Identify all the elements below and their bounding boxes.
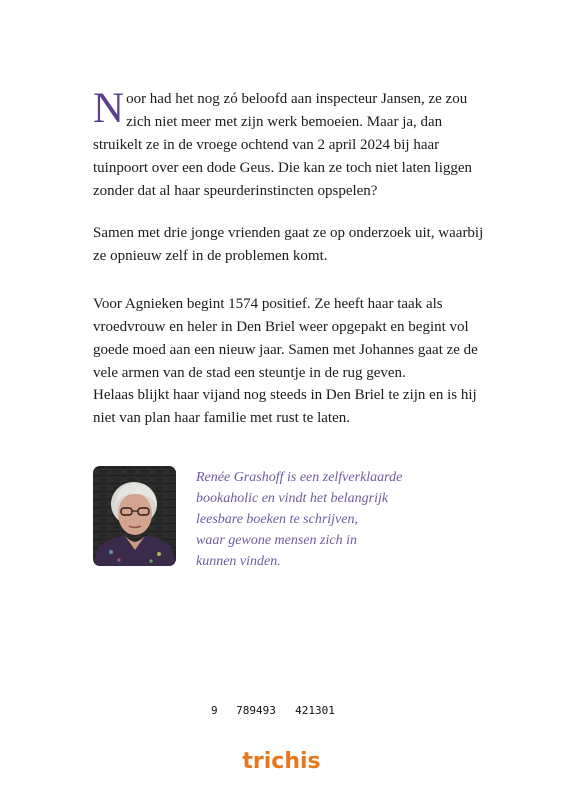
author-bio-line: kunnen vinden. <box>196 554 281 569</box>
barcode-first-digit: 9 <box>211 704 218 717</box>
publisher-logo: trichis <box>242 749 321 774</box>
author-portrait-image <box>93 466 176 566</box>
author-bio-line: waar gewone mensen zich in <box>196 533 357 548</box>
isbn-barcode <box>205 632 358 722</box>
barcode-bars <box>205 632 358 722</box>
drop-cap: N <box>93 85 125 132</box>
author-bio-line: Renée Grashoff is een zelfverklaarde <box>196 470 403 485</box>
author-bio-line: leesbare boeken te schrijven, <box>196 512 358 527</box>
blurb-paragraph-2: Samen met drie jonge vrienden gaat ze op onderzoek uit, waarbij ze opnieuw zelf in de problemen komt. <box>93 225 484 264</box>
author-photo <box>93 466 176 566</box>
blurb-paragraph-3: Voor Agnieken begint 1574 positief. Ze heeft haar taak als vroedvrouw en heler in Den Briel weer opgepakt en begint vol goede moed aan een nieuw jaar. Samen met Johannes gaat ze de vele armen van de stad een steuntje in de rug geven. <box>93 296 478 381</box>
author-bio <box>196 467 426 572</box>
blurb-paragraph-1-text: oor had het nog zó beloofd aan inspecteur Jansen, ze zou zich niet meer met zijn werk bemoeien. Maar ja, dan struikelt ze in de vroege ochtend van 2 april 2024 bij haar tuinpoort over een dode Geus. Die kan ze toch niet laten liggen zonder dat al haar speurderinstincten opspelen? <box>93 91 473 199</box>
author-bio-line: bookaholic en vindt het belangrijk <box>196 491 389 506</box>
barcode-group-2: 421301 <box>295 704 335 717</box>
blurb-paragraph-4: Helaas blijkt haar vijand nog steeds in Den Briel te zijn en is hij niet van plan haar familie met rust te laten. <box>93 387 477 426</box>
blurb-paragraph-1 <box>93 85 493 203</box>
barcode-group-1: 789493 <box>236 704 276 717</box>
